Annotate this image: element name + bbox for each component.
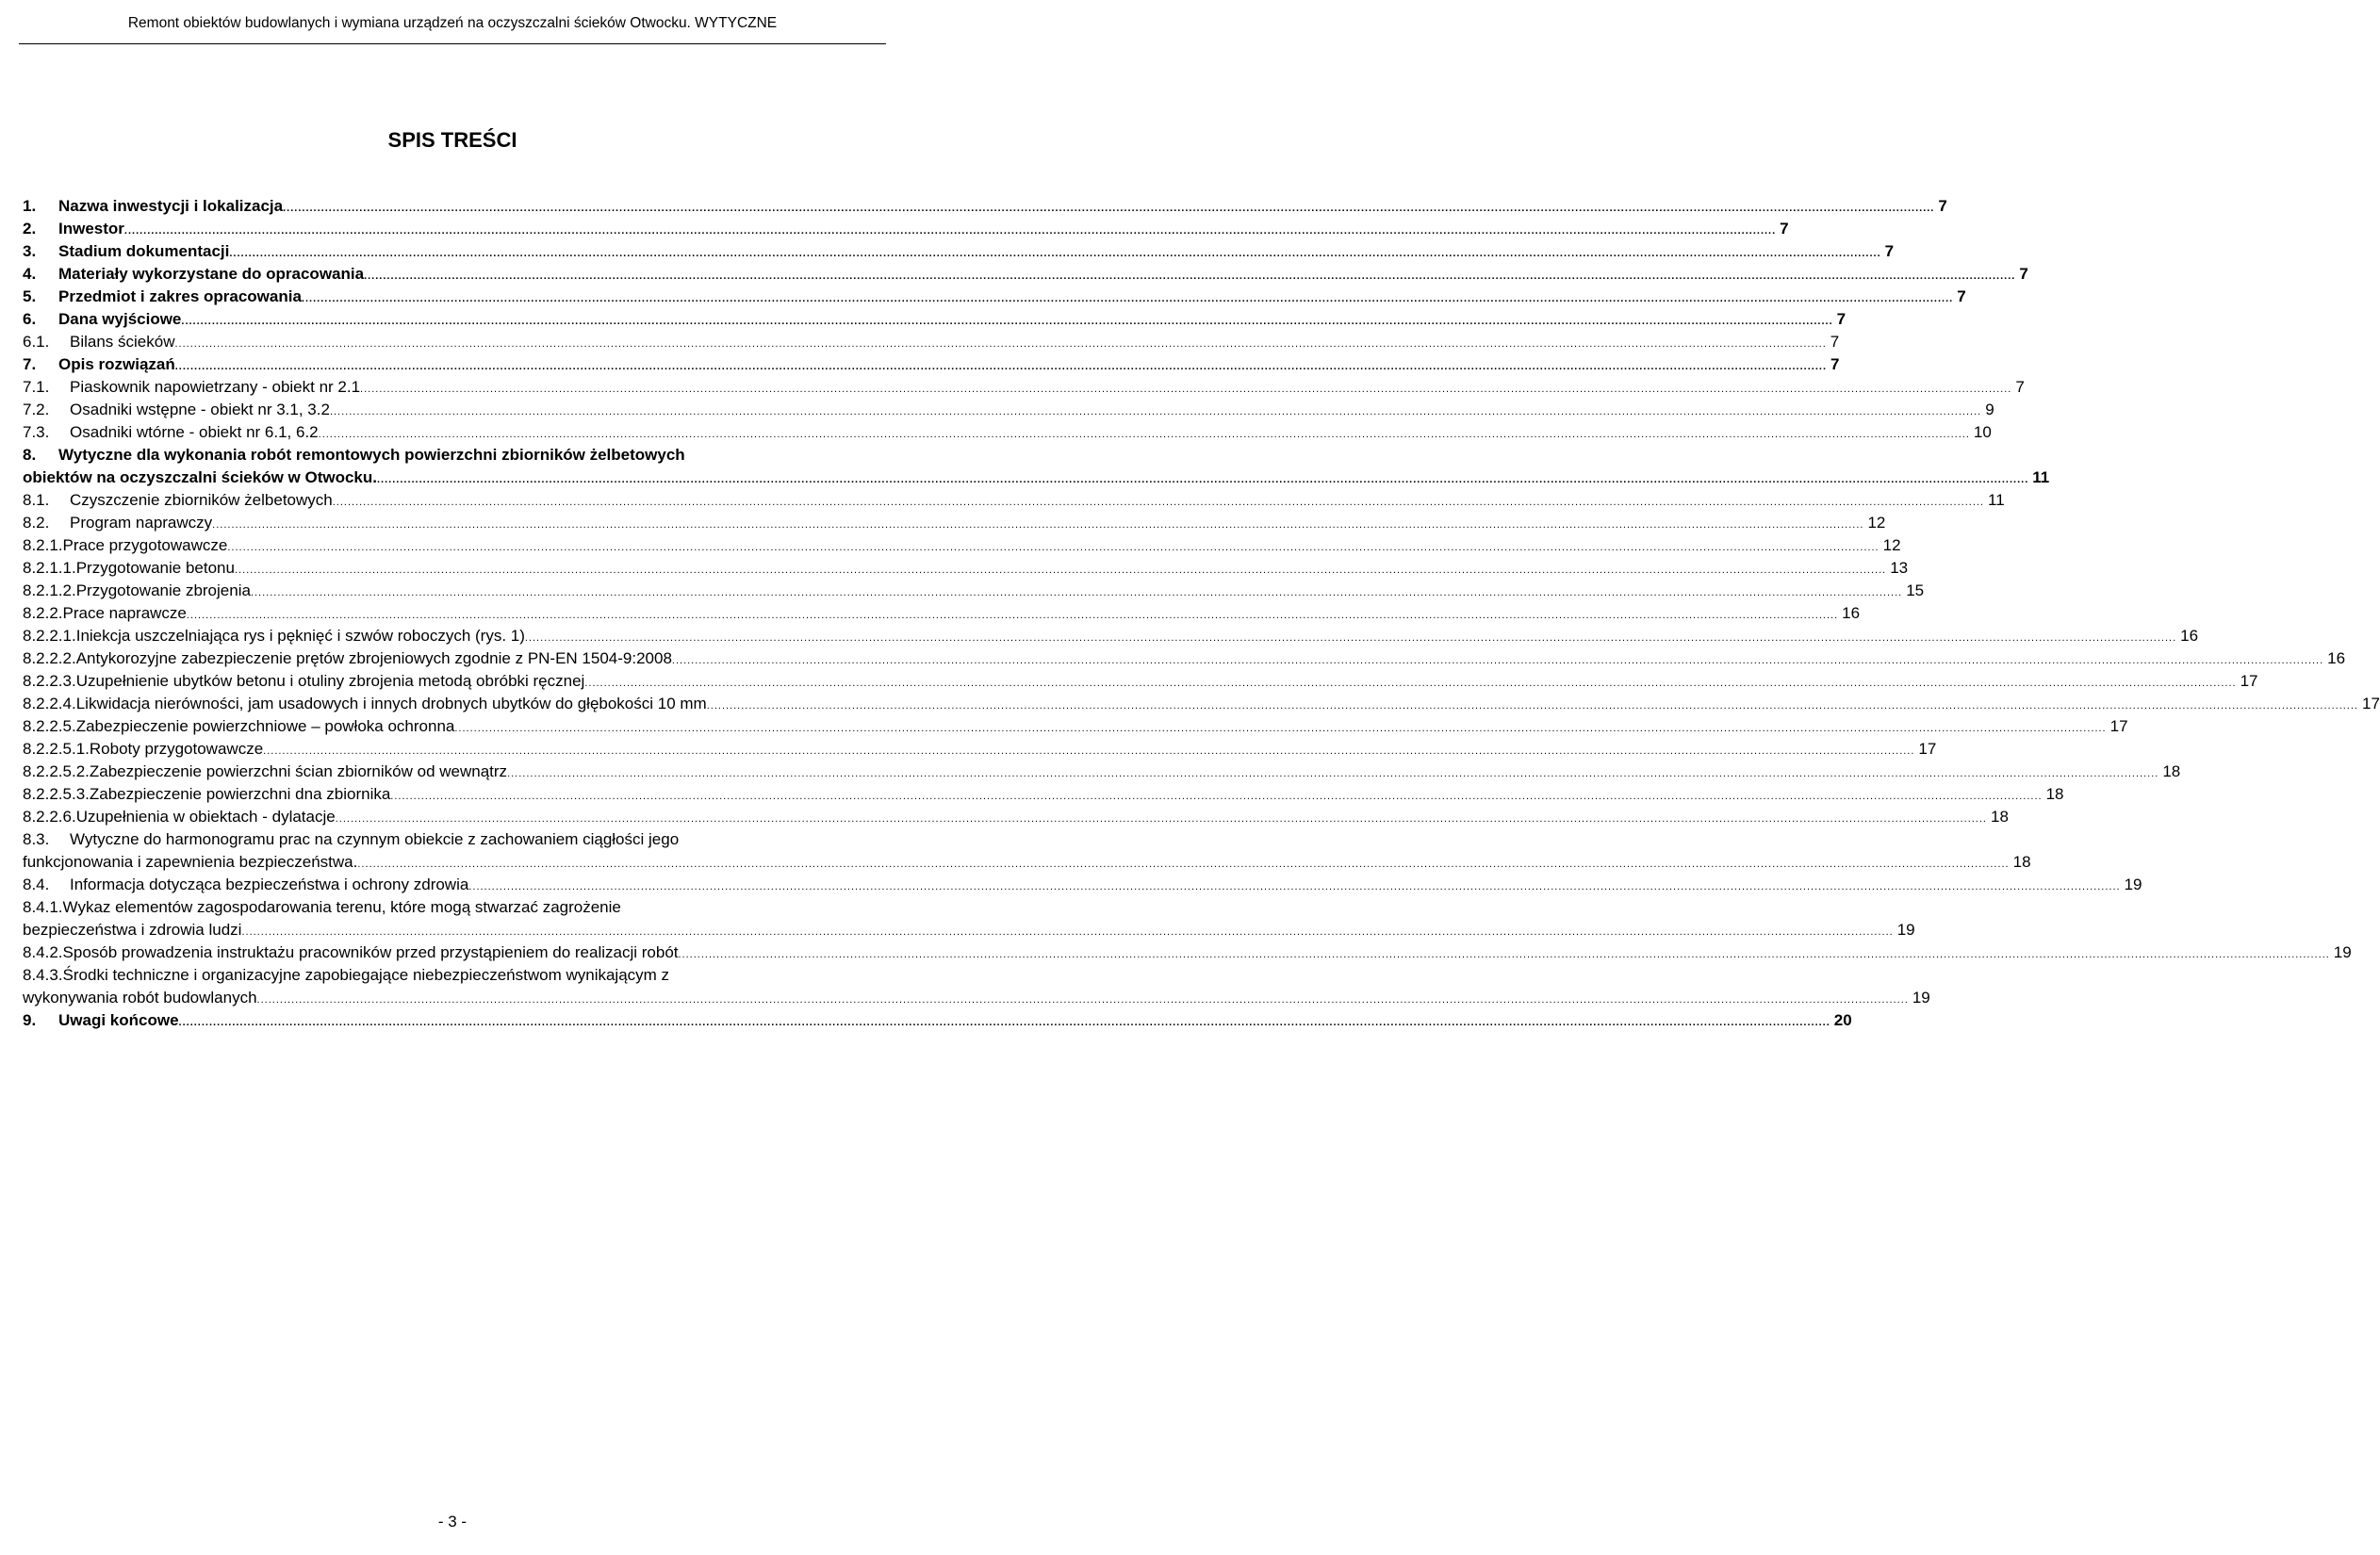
toc-entry[interactable]: 5. Przedmiot i zakres opracowania ..... 7 xyxy=(23,286,875,308)
toc-entry[interactable]: 8.2.2.4.Likwidacja nierówności, jam usadowych i innych drobnych ubytków do głębokości 10 mm ..... 17 xyxy=(23,693,875,715)
toc-entry[interactable]: 2. Inwestor ..... 7 xyxy=(23,218,875,240)
toc-entry[interactable]: 6.1. Bilans ścieków ..... 7 xyxy=(23,331,875,353)
toc-entry[interactable]: 8.4.2.Sposób prowadzenia instruktażu pracowników przed przystąpieniem do realizacji robót ..... 19 xyxy=(23,941,875,964)
toc-entry[interactable]: 1. Nazwa inwestycji i lokalizacja ..... 7 xyxy=(23,195,875,218)
toc-entry[interactable]: 8.2.2.5.2.Zabezpieczenie powierzchni ścian zbiorników od wewnątrz ..... 18 xyxy=(23,761,875,783)
toc-entry[interactable]: 8.2.2.5.1.Roboty przygotowawcze ..... 17 xyxy=(23,738,875,761)
toc-entry[interactable]: 8.2.1.1.Przygotowanie betonu ..... 13 xyxy=(23,557,875,580)
toc-entry[interactable]: 8.3. Wytyczne do harmonogramu prac na czynnym obiekcie z zachowaniem ciągłości jego funkcjonowania i zapewnienia bezpieczeństwa. ..... 18 xyxy=(23,828,875,874)
toc-entry[interactable]: 8.2.2.Prace naprawcze ..... 16 xyxy=(23,602,875,625)
toc-entry[interactable]: 8. Wytyczne dla wykonania robót remontowych powierzchni zbiorników żelbetowych obiektów na oczyszczalni ścieków w Otwocku. ..... 11 xyxy=(23,444,875,489)
toc-entry[interactable]: 8.2.2.2.Antykorozyjne zabezpieczenie prętów zbrojeniowych zgodnie z PN-EN 1504-9:2008 ..... 16 xyxy=(23,647,875,670)
toc-entry[interactable]: 8.2. Program naprawczy ..... 12 xyxy=(23,512,875,534)
page-number: - 3 - xyxy=(437,1513,468,1530)
toc-entry[interactable]: 7. Opis rozwiązań ..... 7 xyxy=(23,353,875,376)
toc-entry[interactable]: 9. Uwagi końcowe ..... 20 xyxy=(23,1009,875,1032)
toc-entry[interactable]: 8.2.1.Prace przygotowawcze ..... 12 xyxy=(23,534,875,557)
running-header: Remont obiektów budowlanych i wymiana urządzeń na oczyszczalni ścieków Otwocku. WYTYCZNE xyxy=(19,15,886,44)
toc-entry[interactable]: 8.1. Czyszczenie zbiorników żelbetowych ..... 11 xyxy=(23,489,875,512)
toc-entry[interactable]: 8.2.2.1.Iniekcja uszczelniająca rys i pęknięć i szwów roboczych (rys. 1) ..... 16 xyxy=(23,625,875,647)
toc-entry[interactable]: 7.1. Piaskownik napowietrzany - obiekt nr 2.1 ..... 7 xyxy=(23,376,875,399)
toc-entry[interactable]: 7.2. Osadniki wstępne - obiekt nr 3.1, 3.2 ..... 9 xyxy=(23,399,875,421)
toc-entry[interactable]: 7.3. Osadniki wtórne - obiekt nr 6.1, 6.2 ..... 10 xyxy=(23,421,875,444)
table-of-contents xyxy=(23,195,2380,1032)
toc-entry[interactable]: 8.4. Informacja dotycząca bezpieczeństwa i ochrony zdrowia ..... 19 xyxy=(23,874,875,896)
toc-entry[interactable]: 8.2.2.3.Uzupełnienie ubytków betonu i otuliny zbrojenia metodą obróbki ręcznej ..... 17 xyxy=(23,670,875,693)
toc-entry[interactable]: 6. Dana wyjściowe ..... 7 xyxy=(23,308,875,331)
toc-entry[interactable]: 8.2.1.2.Przygotowanie zbrojenia ..... 15 xyxy=(23,580,875,602)
toc-entry[interactable]: 8.4.1.Wykaz elementów zagospodarowania terenu, które mogą stwarzać zagrożenie bezpieczeństwa i zdrowia ludzi ..... 19 xyxy=(23,896,875,941)
toc-entry[interactable]: 8.2.2.6.Uzupełnienia w obiektach - dylatacje ..... 18 xyxy=(23,806,875,828)
page-title: SPIS TREŚCI xyxy=(387,128,517,152)
toc-entry[interactable]: 8.4.3.Środki techniczne i organizacyjne zapobiegające niebezpieczeństwom wynikającym z wykonywania robót budowlanych ..... 19 xyxy=(23,964,875,1009)
toc-entry[interactable]: 8.2.2.5.Zabezpieczenie powierzchniowe – powłoka ochronna ..... 17 xyxy=(23,715,875,738)
toc-entry[interactable]: 8.2.2.5.3.Zabezpieczenie powierzchni dna zbiornika ..... 18 xyxy=(23,783,875,806)
toc-entry[interactable]: 3. Stadium dokumentacji ..... 7 xyxy=(23,240,875,263)
toc-entry[interactable]: 4. Materiały wykorzystane do opracowania ..... 7 xyxy=(23,263,875,286)
